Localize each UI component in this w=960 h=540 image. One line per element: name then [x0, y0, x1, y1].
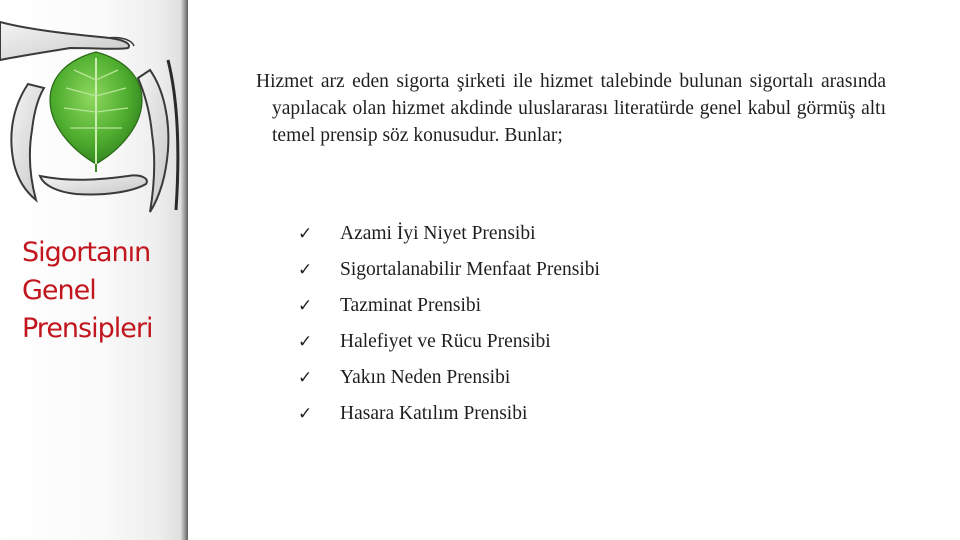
principle-label: Halefiyet ve Rücu Prensibi	[340, 331, 551, 352]
title-line-3: Prensipleri	[22, 313, 153, 344]
list-item	[298, 216, 600, 252]
principles-list	[298, 216, 600, 432]
check-icon: ✓	[298, 368, 313, 388]
list-item	[298, 288, 600, 324]
intro-paragraph: Hizmet arz eden sigorta şirketi ile hizmet talebinde bulunan sigortalı arasında yapılacak olan hizmet akdinde uluslararası literatürde genel kabul görmüş altı temel prensip söz konusudur. Bunlar;	[256, 71, 886, 146]
check-icon: ✓	[298, 296, 313, 316]
title-line-1: Sigortanın	[22, 237, 151, 268]
principle-label: Sigortalanabilir Menfaat Prensibi	[340, 259, 600, 280]
title-line-2: Genel	[22, 275, 96, 306]
principle-label: Azami İyi Niyet Prensibi	[340, 223, 536, 244]
list-item	[298, 396, 600, 432]
hands-leaf-illustration	[0, 0, 186, 240]
slide-title	[22, 234, 182, 348]
principle-label: Yakın Neden Prensibi	[340, 367, 511, 388]
check-icon: ✓	[298, 404, 313, 424]
check-icon: ✓	[298, 332, 313, 352]
list-item	[298, 360, 600, 396]
list-item	[298, 324, 600, 360]
principle-label: Hasara Katılım Prensibi	[340, 403, 528, 424]
list-item	[298, 252, 600, 288]
principle-label: Tazminat Prensibi	[340, 295, 482, 316]
check-icon: ✓	[298, 224, 313, 244]
check-icon: ✓	[298, 260, 313, 280]
